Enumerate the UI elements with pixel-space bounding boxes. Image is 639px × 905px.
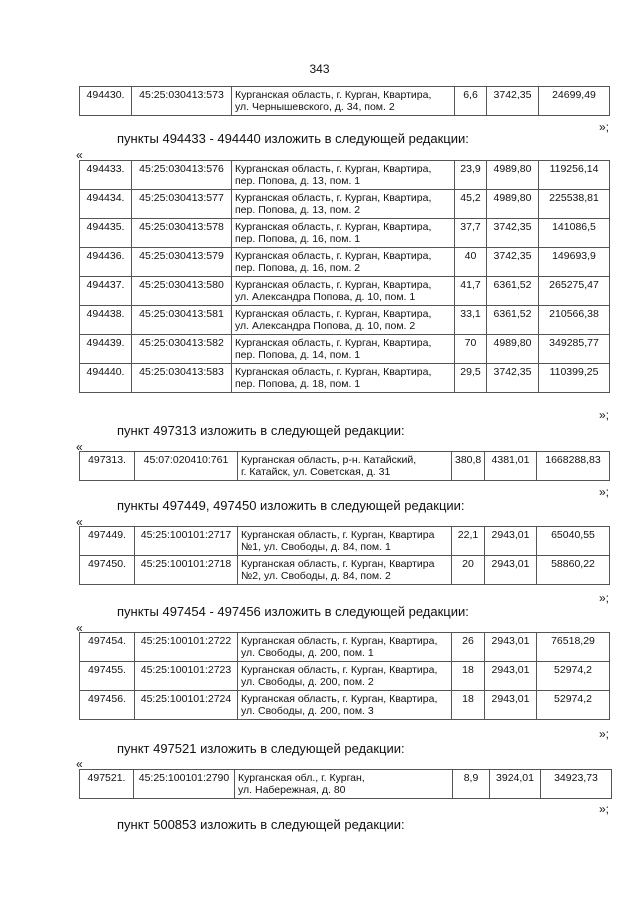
address: Курганская область, г. Курган, Квартира, ул. Александра Попова, д. 10, пом. 1 xyxy=(232,277,455,306)
instruction: пункты 497454 - 497456 изложить в следующей редакции: xyxy=(117,604,469,619)
item-number: 494433. xyxy=(80,161,132,190)
rate: 3924,01 xyxy=(490,770,541,799)
value: 210566,38 xyxy=(539,306,610,335)
value: 76518,29 xyxy=(537,633,610,662)
item-number: 497521. xyxy=(80,770,134,799)
table-row xyxy=(80,219,610,248)
open-mark: « xyxy=(76,148,83,162)
value: 1668288,83 xyxy=(537,452,610,481)
value: 24699,49 xyxy=(539,87,610,116)
rate: 6361,52 xyxy=(487,306,539,335)
cadastral-number: 45:25:030413:576 xyxy=(132,161,232,190)
area: 45,2 xyxy=(455,190,487,219)
address: Курганская область, г. Курган, Квартира, пер. Попова, д. 14, пом. 1 xyxy=(232,335,455,364)
table-row xyxy=(80,770,612,799)
item-number: 497455. xyxy=(80,662,135,691)
area: 8,9 xyxy=(453,770,490,799)
cadastral-number: 45:25:030413:573 xyxy=(132,87,232,116)
cadastral-number: 45:25:030413:577 xyxy=(132,190,232,219)
instruction: пункты 497449, 497450 изложить в следующей редакции: xyxy=(117,498,465,513)
value: 225538,81 xyxy=(539,190,610,219)
instruction: пункты 494433 - 494440 изложить в следующей редакции: xyxy=(117,131,469,146)
address: Курганская область, г. Курган, Квартира, ул. Свободы, д. 200, пом. 2 xyxy=(238,662,452,691)
value: 52974,2 xyxy=(537,691,610,720)
area: 6,6 xyxy=(455,87,487,116)
table-row xyxy=(80,691,610,720)
cadastral-number: 45:07:020410:761 xyxy=(135,452,238,481)
table-497521 xyxy=(79,769,612,799)
area: 22,1 xyxy=(452,527,485,556)
item-number: 497449. xyxy=(80,527,135,556)
rate: 2943,01 xyxy=(485,691,537,720)
area: 41,7 xyxy=(455,277,487,306)
open-mark: « xyxy=(76,440,83,454)
area: 26 xyxy=(452,633,485,662)
table-497454-497456 xyxy=(79,632,610,720)
rate: 4989,80 xyxy=(487,335,539,364)
address: Курганская область, г. Курган, Квартира, пер. Попова, д. 13, пом. 2 xyxy=(232,190,455,219)
value: 265275,47 xyxy=(539,277,610,306)
address: Курганская область, г. Курган, Квартира, ул. Чернышевского, д. 34, пом. 2 xyxy=(232,87,455,116)
rate: 3742,35 xyxy=(487,248,539,277)
table-497449-497450 xyxy=(79,526,610,585)
table-row xyxy=(80,190,610,219)
cadastral-number: 45:25:030413:579 xyxy=(132,248,232,277)
address: Курганская область, г. Курган, Квартира №2, ул. Свободы, д. 84, пом. 2 xyxy=(238,556,452,585)
cadastral-number: 45:25:100101:2724 xyxy=(135,691,238,720)
area: 70 xyxy=(455,335,487,364)
area: 20 xyxy=(452,556,485,585)
area: 380,8 xyxy=(452,452,485,481)
item-number: 497450. xyxy=(80,556,135,585)
table-494433-494440 xyxy=(79,160,610,393)
item-number: 494435. xyxy=(80,219,132,248)
value: 65040,55 xyxy=(537,527,610,556)
address: Курганская область, г. Курган, Квартира, пер. Попова, д. 16, пом. 2 xyxy=(232,248,455,277)
instruction: пункт 497521 изложить в следующей редакции: xyxy=(117,741,405,756)
table-row xyxy=(80,527,610,556)
close-mark: »; xyxy=(598,727,609,741)
rate: 3742,35 xyxy=(487,364,539,393)
item-number: 494430. xyxy=(80,87,132,116)
cadastral-number: 45:25:100101:2717 xyxy=(135,527,238,556)
value: 52974,2 xyxy=(537,662,610,691)
table-row xyxy=(80,306,610,335)
item-number: 494437. xyxy=(80,277,132,306)
value: 349285,77 xyxy=(539,335,610,364)
table-row xyxy=(80,277,610,306)
close-mark: »; xyxy=(598,120,609,134)
cadastral-number: 45:25:030413:583 xyxy=(132,364,232,393)
value: 34923,73 xyxy=(541,770,612,799)
item-number: 494434. xyxy=(80,190,132,219)
address: Курганская область, г. Курган, Квартира, ул. Александра Попова, д. 10, пом. 2 xyxy=(232,306,455,335)
instruction: пункт 497313 изложить в следующей редакции: xyxy=(117,423,405,438)
table-row xyxy=(80,662,610,691)
address: Курганская область, г. Курган, Квартира, ул. Свободы, д. 200, пом. 1 xyxy=(238,633,452,662)
final-instruction: пункт 500853 изложить в следующей редакции: xyxy=(117,817,405,832)
item-number: 497456. xyxy=(80,691,135,720)
rate: 2943,01 xyxy=(485,633,537,662)
rate: 3742,35 xyxy=(487,219,539,248)
table-497313 xyxy=(79,451,610,481)
open-mark: « xyxy=(76,757,83,771)
table-row xyxy=(80,87,610,116)
close-mark: »; xyxy=(598,591,609,605)
close-mark: »; xyxy=(598,408,609,422)
close-mark: »; xyxy=(598,485,609,499)
address: Курганская область, г. Курган, Квартира, пер. Попова, д. 16, пом. 1 xyxy=(232,219,455,248)
rate: 2943,01 xyxy=(485,662,537,691)
rate: 6361,52 xyxy=(487,277,539,306)
address: Курганская область, г. Курган, Квартира, пер. Попова, д. 18, пом. 1 xyxy=(232,364,455,393)
area: 37,7 xyxy=(455,219,487,248)
cadastral-number: 45:25:030413:580 xyxy=(132,277,232,306)
item-number: 497454. xyxy=(80,633,135,662)
table-494430 xyxy=(79,86,610,116)
cadastral-number: 45:25:100101:2718 xyxy=(135,556,238,585)
value: 141086,5 xyxy=(539,219,610,248)
value: 110399,25 xyxy=(539,364,610,393)
item-number: 494439. xyxy=(80,335,132,364)
address: Курганская область, р-н. Катайский, г. Катайск, ул. Советская, д. 31 xyxy=(238,452,452,481)
address: Курганская область, г. Курган, Квартира, пер. Попова, д. 13, пом. 1 xyxy=(232,161,455,190)
page-number: 343 xyxy=(309,62,330,76)
cadastral-number: 45:25:030413:582 xyxy=(132,335,232,364)
value: 149693,9 xyxy=(539,248,610,277)
address: Курганская обл., г. Курган, ул. Набережная, д. 80 xyxy=(235,770,453,799)
close-mark: »; xyxy=(598,802,609,816)
table-row xyxy=(80,556,610,585)
rate: 2943,01 xyxy=(485,527,537,556)
cadastral-number: 45:25:100101:2722 xyxy=(135,633,238,662)
rate: 4381,01 xyxy=(485,452,537,481)
table-row xyxy=(80,452,610,481)
open-mark: « xyxy=(76,515,83,529)
item-number: 494436. xyxy=(80,248,132,277)
area: 33,1 xyxy=(455,306,487,335)
rate: 3742,35 xyxy=(487,87,539,116)
value: 58860,22 xyxy=(537,556,610,585)
table-row xyxy=(80,248,610,277)
open-mark: « xyxy=(76,621,83,635)
cadastral-number: 45:25:100101:2723 xyxy=(135,662,238,691)
item-number: 494438. xyxy=(80,306,132,335)
area: 23,9 xyxy=(455,161,487,190)
rate: 4989,80 xyxy=(487,161,539,190)
item-number: 497313. xyxy=(80,452,135,481)
area: 18 xyxy=(452,691,485,720)
cadastral-number: 45:25:030413:581 xyxy=(132,306,232,335)
table-row xyxy=(80,364,610,393)
address: Курганская область, г. Курган, Квартира №1, ул. Свободы, д. 84, пом. 1 xyxy=(238,527,452,556)
area: 18 xyxy=(452,662,485,691)
rate: 4989,80 xyxy=(487,190,539,219)
value: 119256,14 xyxy=(539,161,610,190)
rate: 2943,01 xyxy=(485,556,537,585)
item-number: 494440. xyxy=(80,364,132,393)
address: Курганская область, г. Курган, Квартира, ул. Свободы, д. 200, пом. 3 xyxy=(238,691,452,720)
area: 40 xyxy=(455,248,487,277)
table-row xyxy=(80,633,610,662)
area: 29,5 xyxy=(455,364,487,393)
table-row xyxy=(80,161,610,190)
cadastral-number: 45:25:030413:578 xyxy=(132,219,232,248)
table-row xyxy=(80,335,610,364)
cadastral-number: 45:25:100101:2790 xyxy=(134,770,235,799)
